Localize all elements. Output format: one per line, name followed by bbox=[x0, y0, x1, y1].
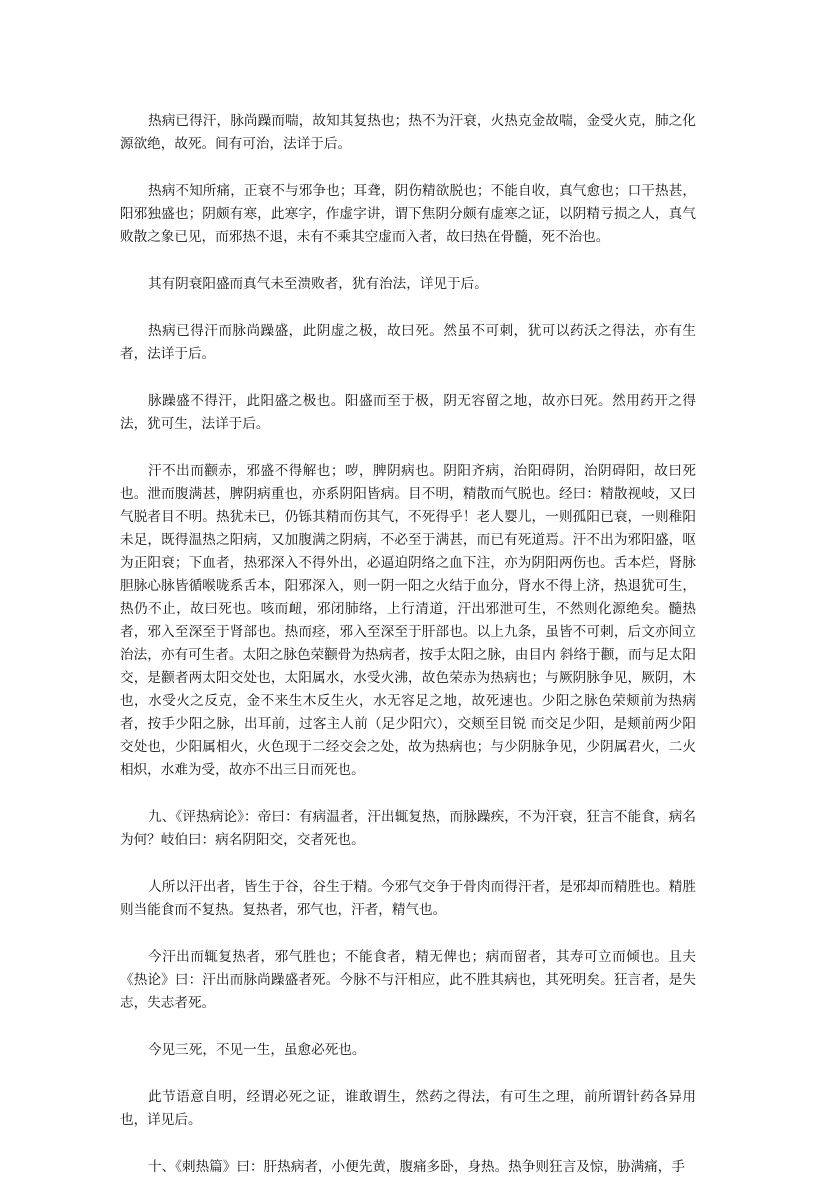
paragraph: 十、《刺热篇》曰：肝热病者，小便先黄，腹痛多卧，身热。热争则狂言及惊，胁满痛，手 bbox=[148, 1159, 685, 1175]
paragraph: 人所以汗出者，皆生于谷，谷生于精。今邪气交争于骨肉而得汗者，是邪却而精胜也。精胜则当能食而不复热。复热者，邪气也，汗者，精气也。 bbox=[120, 879, 696, 918]
paragraph: 此节语意自明，经谓必死之证，谁敢谓生，然药之得法，有可生之理，前所谓针药各异用也，详见后。 bbox=[120, 1089, 696, 1128]
document-page bbox=[120, 110, 696, 1203]
paragraph: 脉躁盛不得汗，此阳盛之极也。阳盛而至于极，阴无容留之地，故亦曰死。然用药开之得法，犹可生，法详于后。 bbox=[120, 393, 696, 432]
paragraph: 其有阴衰阳盛而真气未至溃败者，犹有治法，详见于后。 bbox=[148, 276, 488, 292]
paragraph: 汗不出而颧赤，邪盛不得解也；哕，脾阴病也。阴阳齐病，治阳碍阴，治阴碍阳，故曰死也。泄而腹满甚，脾阴病重也，亦系阴阳皆病。目不明，精散而气脱也。经曰：精散视岐，又曰气脱者目不明。热犹未已，仍铄其精而伤其气，不死得乎！老人婴儿，一则孤阳已衰，一则稚阳未足，既得温热之阳病，又加腹满之阴病，不必至于满甚，而已有死道焉。汗不出为邪阳盛，呕为正阳衰；下血者，热邪深入不得外出，必逼迫阴络之血下注，亦为阴阳两伤也。舌本烂，肾脉胆脉心脉皆循喉咙系舌本，阳邪深入，则一阴一阳之火结于血分，肾水不得上济，热退犹可生，热仍不止，故曰死也。咳而衄，邪闭肺络，上行清道，汗出邪泄可生，不然则化源绝矣。髓热者，邪入至深至于肾部也。热而痉，邪入至深至于肝部也。以上九条，虽皆不可刺，后文亦间立治法，亦有可生者。太阳之脉色荣颧骨为热病者，按手太阳之脉，由目内 斜络于颧，而与足太阳交，是颧者两太阳交处也，太阳属水，水受火沸，故色荣赤为热病也；与厥阴脉争见，厥阴，木也，水受火之反克，金不来生木反生火，水无容足之地，故死速也。少阳之脉色荣颊前为热病者，按手少阳之脉，出耳前，过客主人前（足少阳穴），交颊至目锐 而交足少阳，是颊前两少阳交处也，少阳属相火，火色现于二经交会之处，故为热病也；与少阴脉争见，少阴属君火，二火相炽，水难为受，故亦不出三日而死也。 bbox=[120, 463, 696, 778]
paragraph: 热病已得汗而脉尚躁盛，此阴虚之极，故曰死。然虽不可刺，犹可以药沃之得法，亦有生者，法详于后。 bbox=[120, 323, 696, 362]
paragraph: 今汗出而辄复热者，邪气胜也；不能食者，精无俾也；病而留者，其寿可立而倾也。且夫《热论》曰：汗出而脉尚躁盛者死。今脉不与汗相应，此不胜其病也，其死明矣。狂言者，是失志，失志者死。 bbox=[120, 949, 696, 1011]
paragraph: 热病已得汗，脉尚躁而喘，故知其复热也；热不为汗衰，火热克金故喘，金受火克，肺之化源欲绝，故死。间有可治，法详于后。 bbox=[120, 113, 696, 152]
paragraph: 今见三死，不见一生，虽愈必死也。 bbox=[148, 1042, 366, 1058]
paragraph: 九、《评热病论》：帝曰：有病温者，汗出辄复热，而脉躁疾，不为汗衰，狂言不能食，病名为何？岐伯曰：病名阴阳交，交者死也。 bbox=[120, 809, 696, 848]
paragraph: 热病不知所痛，正衰不与邪争也；耳聋，阴伤精欲脱也；不能自收，真气愈也；口干热甚，阳邪独盛也；阴颇有寒，此寒字，作虚字讲，谓下焦阴分颇有虚寒之证，以阴精亏损之人，真气败散之象已见，而邪热不退，未有不乘其空虚而入者，故曰热在骨髓，死不治也。 bbox=[120, 183, 696, 245]
